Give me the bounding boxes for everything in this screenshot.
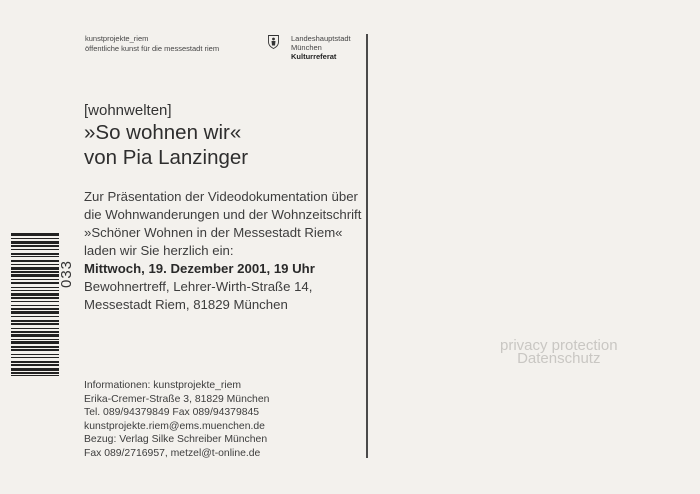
- barcode-bar: [11, 349, 59, 351]
- barcode-number: 033: [58, 259, 75, 288]
- title-line2: von Pia Lanzinger: [84, 146, 249, 169]
- barcode-bar: [11, 346, 59, 348]
- barcode-bar: [11, 293, 59, 296]
- barcode-bar: [11, 282, 59, 284]
- barcode-bar: [11, 256, 59, 257]
- barcode-bar: [11, 339, 59, 340]
- barcode-bar: [11, 354, 59, 355]
- watermark-line1: privacy protection: [500, 337, 618, 354]
- barcode-bar: [11, 328, 59, 329]
- venue-line2: Messestadt Riem, 81829 München: [84, 297, 288, 312]
- barcode-bar: [11, 320, 59, 322]
- org-header: [85, 34, 219, 54]
- info-line6: Fax 089/2716957, metzel@t-online.de: [84, 447, 261, 459]
- event-title: [84, 120, 248, 170]
- barcode-bar: [11, 271, 59, 273]
- barcode-bar: [11, 264, 59, 265]
- info-line2: Erika-Cremer-Straße 3, 81829 München: [84, 393, 270, 405]
- barcode-bar: [11, 308, 59, 310]
- org-name: kunstprojekte_riem: [85, 34, 149, 43]
- info-line1: Informationen: kunstprojekte_riem: [84, 380, 242, 391]
- event-date: Mittwoch, 19. Dezember 2001, 19 Uhr: [84, 261, 315, 276]
- barcode-bar: [11, 238, 59, 239]
- barcode-bar: [11, 279, 59, 280]
- barcode-bar: [11, 341, 59, 344]
- body-line4: laden wir Sie herzlich ein:: [84, 243, 234, 258]
- body-line3: »Schöner Wohnen in der Messestadt Riem«: [84, 225, 343, 240]
- barcode-bar: [11, 260, 59, 262]
- org-subtitle: öffentliche kunst für die messestadt riem: [85, 44, 220, 53]
- watermark: [500, 339, 618, 365]
- department-name: Kulturreferat: [291, 52, 337, 61]
- barcode-bar: [11, 323, 59, 325]
- barcode-bar: [11, 233, 59, 236]
- city-name-line2: München: [291, 43, 322, 52]
- barcode-bar: [11, 253, 59, 255]
- barcode-bar: [11, 316, 59, 317]
- barcode-bar: [11, 305, 59, 306]
- info-line4: kunstprojekte.riem@ems.muenchen.de: [84, 420, 265, 432]
- barcode-bar: [11, 375, 59, 376]
- watermark-line2: Datenschutz: [517, 350, 601, 367]
- city-department-header: [291, 34, 351, 61]
- series-label: [wohnwelten]: [84, 102, 172, 119]
- barcode-bar: [11, 361, 59, 363]
- barcode-bar: [11, 297, 59, 299]
- barcode-bar: [11, 372, 59, 374]
- body-line2: die Wohnwanderungen und der Wohnzeitschrift: [84, 207, 362, 222]
- barcode-bar: [11, 364, 59, 366]
- barcode-bar: [11, 311, 59, 314]
- barcode-bar: [11, 357, 59, 358]
- city-name-line1: Landeshauptstadt: [291, 34, 351, 43]
- barcode-bar: [11, 368, 59, 371]
- barcode-bar: [11, 245, 59, 247]
- barcode: [11, 233, 59, 376]
- body-line1: Zur Präsentation der Videodokumentation über: [84, 189, 358, 204]
- barcode-bar: [11, 334, 59, 337]
- info-line5: Bezug: Verlag Silke Schreiber München: [84, 434, 268, 446]
- barcode-bar: [11, 274, 59, 277]
- vertical-divider: [366, 34, 368, 458]
- barcode-bar: [11, 249, 59, 250]
- barcode-bar: [11, 331, 59, 333]
- info-line3: Tel. 089/94379849 Fax 089/94379845: [84, 407, 260, 419]
- coat-of-arms-icon: [268, 35, 279, 49]
- contact-info: [84, 379, 269, 461]
- barcode-bar: [11, 301, 59, 302]
- barcode-bar: [11, 267, 59, 270]
- venue-line1: Bewohnertreff, Lehrer-Wirth-Straße 14,: [84, 279, 313, 294]
- barcode-bar: [11, 241, 59, 244]
- barcode-bar: [11, 287, 59, 288]
- invitation-text: [84, 188, 361, 314]
- title-line1: »So wohnen wir«: [84, 121, 242, 144]
- barcode-bar: [11, 290, 59, 291]
